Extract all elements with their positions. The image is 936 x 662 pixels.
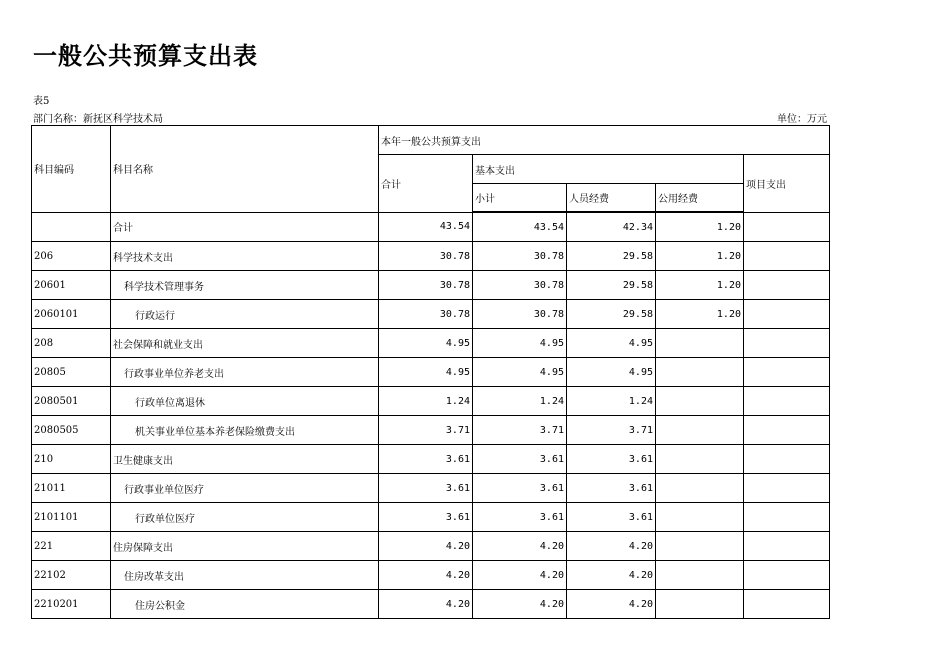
- header-code: 科目编码: [32, 126, 111, 213]
- cell-subtotal: 3.61: [473, 503, 567, 532]
- cell-personnel: 29.58: [567, 300, 656, 329]
- cell-project: [744, 416, 830, 445]
- header-group: 本年一般公共预算支出: [379, 126, 830, 155]
- cell-personnel: 29.58: [567, 271, 656, 300]
- cell-code: 21011: [32, 474, 111, 503]
- cell-public: [656, 445, 744, 474]
- cell-name: 行政事业单位医疗: [111, 474, 379, 503]
- cell-subtotal: 4.20: [473, 532, 567, 561]
- cell-name: 卫生健康支出: [111, 445, 379, 474]
- unit-label: 单位：万元: [777, 114, 827, 125]
- cell-project: [744, 271, 830, 300]
- header-project: 项目支出: [744, 155, 830, 213]
- cell-project: [744, 300, 830, 329]
- header-basic: 基本支出: [473, 155, 744, 184]
- cell-total: 3.61: [379, 503, 473, 532]
- cell-code: [32, 212, 111, 242]
- header-subtotal: 小计: [473, 184, 567, 213]
- table-row: [32, 329, 830, 358]
- cell-code: 2060101: [32, 300, 111, 329]
- header-public: 公用经费: [656, 184, 744, 213]
- table-row: [32, 503, 830, 532]
- budget-table: [31, 125, 830, 619]
- cell-total: 43.54: [379, 212, 473, 242]
- cell-project: [744, 329, 830, 358]
- cell-code: 20601: [32, 271, 111, 300]
- cell-name: 住房保障支出: [111, 532, 379, 561]
- cell-personnel: 3.71: [567, 416, 656, 445]
- cell-subtotal: 30.78: [473, 271, 567, 300]
- cell-name: 科学技术支出: [111, 242, 379, 271]
- cell-public: [656, 590, 744, 619]
- cell-public: [656, 561, 744, 590]
- cell-code: 2101101: [32, 503, 111, 532]
- cell-total: 3.71: [379, 416, 473, 445]
- table-row: [32, 300, 830, 329]
- cell-name: 合计: [111, 212, 379, 242]
- cell-project: [744, 590, 830, 619]
- cell-code: 2080505: [32, 416, 111, 445]
- cell-personnel: 4.20: [567, 561, 656, 590]
- cell-subtotal: 43.54: [473, 212, 567, 242]
- cell-personnel: 4.20: [567, 532, 656, 561]
- table-row: [32, 358, 830, 387]
- table-header: [32, 126, 830, 213]
- cell-total: 3.61: [379, 474, 473, 503]
- cell-public: [656, 416, 744, 445]
- cell-project: [744, 561, 830, 590]
- cell-code: 206: [32, 242, 111, 271]
- cell-project: [744, 445, 830, 474]
- cell-name: 住房公积金: [111, 590, 379, 619]
- table-row: [32, 561, 830, 590]
- department-name: 部门名称：新抚区科学技术局: [33, 114, 163, 125]
- cell-subtotal: 3.61: [473, 445, 567, 474]
- cell-personnel: 42.34: [567, 212, 656, 242]
- cell-project: [744, 387, 830, 416]
- cell-code: 22102: [32, 561, 111, 590]
- cell-name: 行政运行: [111, 300, 379, 329]
- cell-name: 行政事业单位养老支出: [111, 358, 379, 387]
- cell-code: 20805: [32, 358, 111, 387]
- cell-personnel: 3.61: [567, 474, 656, 503]
- cell-total: 3.61: [379, 445, 473, 474]
- cell-personnel: 1.24: [567, 387, 656, 416]
- cell-personnel: 29.58: [567, 242, 656, 271]
- cell-subtotal: 1.24: [473, 387, 567, 416]
- cell-public: [656, 358, 744, 387]
- cell-public: [656, 474, 744, 503]
- cell-name: 行政单位离退休: [111, 387, 379, 416]
- table-row: [32, 474, 830, 503]
- cell-personnel: 3.61: [567, 503, 656, 532]
- cell-project: [744, 474, 830, 503]
- cell-personnel: 4.95: [567, 329, 656, 358]
- cell-public: 1.20: [656, 271, 744, 300]
- header-name: 科目名称: [111, 126, 379, 213]
- cell-project: [744, 358, 830, 387]
- table-row: [32, 590, 830, 619]
- cell-code: 2210201: [32, 590, 111, 619]
- cell-subtotal: 4.20: [473, 590, 567, 619]
- cell-project: [744, 212, 830, 242]
- cell-public: [656, 503, 744, 532]
- cell-public: [656, 532, 744, 561]
- cell-subtotal: 4.95: [473, 358, 567, 387]
- cell-name: 社会保障和就业支出: [111, 329, 379, 358]
- cell-code: 208: [32, 329, 111, 358]
- table-row: [32, 242, 830, 271]
- table-row: [32, 445, 830, 474]
- cell-personnel: 4.95: [567, 358, 656, 387]
- cell-subtotal: 30.78: [473, 242, 567, 271]
- cell-public: [656, 329, 744, 358]
- header-total: 合计: [379, 155, 473, 213]
- cell-total: 30.78: [379, 271, 473, 300]
- cell-total: 1.24: [379, 387, 473, 416]
- cell-subtotal: 30.78: [473, 300, 567, 329]
- cell-subtotal: 3.71: [473, 416, 567, 445]
- cell-public: 1.20: [656, 242, 744, 271]
- cell-code: 210: [32, 445, 111, 474]
- table-row: [32, 387, 830, 416]
- table-row: [32, 532, 830, 561]
- cell-name: 住房改革支出: [111, 561, 379, 590]
- table-row: [32, 271, 830, 300]
- table-number: 表5: [33, 96, 50, 107]
- cell-subtotal: 3.61: [473, 474, 567, 503]
- cell-subtotal: 4.20: [473, 561, 567, 590]
- cell-project: [744, 532, 830, 561]
- cell-subtotal: 4.95: [473, 329, 567, 358]
- cell-total: 4.95: [379, 329, 473, 358]
- header-personnel: 人员经费: [567, 184, 656, 213]
- cell-code: 2080501: [32, 387, 111, 416]
- page-title: 一般公共预算支出表: [33, 42, 258, 70]
- cell-total: 30.78: [379, 300, 473, 329]
- cell-personnel: 4.20: [567, 590, 656, 619]
- cell-total: 4.20: [379, 590, 473, 619]
- table-row: [32, 416, 830, 445]
- cell-project: [744, 503, 830, 532]
- cell-code: 221: [32, 532, 111, 561]
- cell-name: 科学技术管理事务: [111, 271, 379, 300]
- cell-public: 1.20: [656, 212, 744, 242]
- cell-total: 30.78: [379, 242, 473, 271]
- cell-total: 4.20: [379, 532, 473, 561]
- table-row: [32, 212, 830, 242]
- cell-project: [744, 242, 830, 271]
- cell-name: 机关事业单位基本养老保险缴费支出: [111, 416, 379, 445]
- cell-public: 1.20: [656, 300, 744, 329]
- cell-public: [656, 387, 744, 416]
- cell-total: 4.20: [379, 561, 473, 590]
- cell-total: 4.95: [379, 358, 473, 387]
- cell-personnel: 3.61: [567, 445, 656, 474]
- cell-name: 行政单位医疗: [111, 503, 379, 532]
- table-body: [32, 212, 830, 619]
